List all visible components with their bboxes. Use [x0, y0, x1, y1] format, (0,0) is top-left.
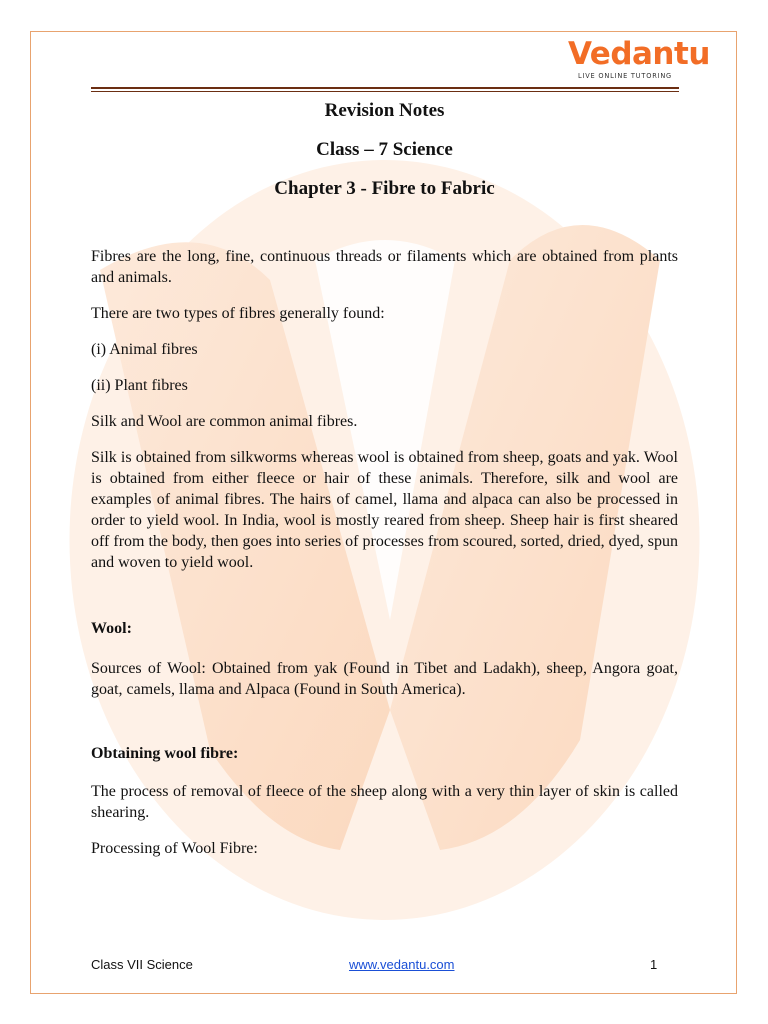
list-item-animal-fibres: (i) Animal fibres — [91, 341, 198, 358]
document-body — [91, 98, 678, 859]
heading-obtaining-wool: Obtaining wool fibre: — [91, 745, 239, 762]
paragraph-fibre-types: There are two types of fibres generally found: — [91, 305, 385, 322]
paragraph-common-animal-fibres: Silk and Wool are common animal fibres. — [91, 413, 358, 430]
header-rule — [91, 87, 679, 89]
doc-title: Revision Notes — [324, 100, 445, 121]
vedantu-logo[interactable] — [568, 36, 710, 86]
footer-class-label: Class VII Science — [91, 957, 193, 972]
header-rule-thin — [91, 91, 679, 92]
doc-subtitle-chapter: Chapter 3 - Fibre to Fabric — [274, 178, 495, 199]
paragraph-shearing: The process of removal of fleece of the sheep along with a very thin layer of skin is called shearing. — [91, 783, 678, 821]
heading-wool: Wool: — [91, 620, 132, 637]
paragraph-fibres-definition: Fibres are the long, fine, continuous threads or filaments which are obtained from plants and animals. — [91, 248, 678, 286]
page-number: 1 — [650, 957, 658, 972]
logo-wordmark: Vedantu — [568, 36, 710, 72]
paragraph-silk-wool: Silk is obtained from silkworms whereas wool is obtained from sheep, goats and yak. Wool is obtained from either fleece or hair of these animals. Therefore, silk and wool are examples of animal fibres. The hairs of camel, llama and alpaca can also be processed in order to yield wool. In India, wool is mostly reared from sheep. Sheep hair is first sheared off from the body, then goes into series of processes from scoured, sorted, dried, dyed, spun and woven to yield wool. — [91, 449, 678, 571]
paragraph-processing: Processing of Wool Fibre: — [91, 840, 258, 857]
paragraph-wool-sources: Sources of Wool: Obtained from yak (Found in Tibet and Ladakh), sheep, Angora goat, goat, camels, llama and Alpaca (Found in South America). — [91, 660, 678, 698]
spacer — [91, 202, 678, 246]
footer-website-link[interactable]: www.vedantu.com — [349, 957, 455, 972]
logo-tagline: LIVE ONLINE TUTORING — [578, 72, 672, 80]
doc-subtitle-class: Class – 7 Science — [316, 139, 453, 160]
list-item-plant-fibres: (ii) Plant fibres — [91, 377, 188, 394]
